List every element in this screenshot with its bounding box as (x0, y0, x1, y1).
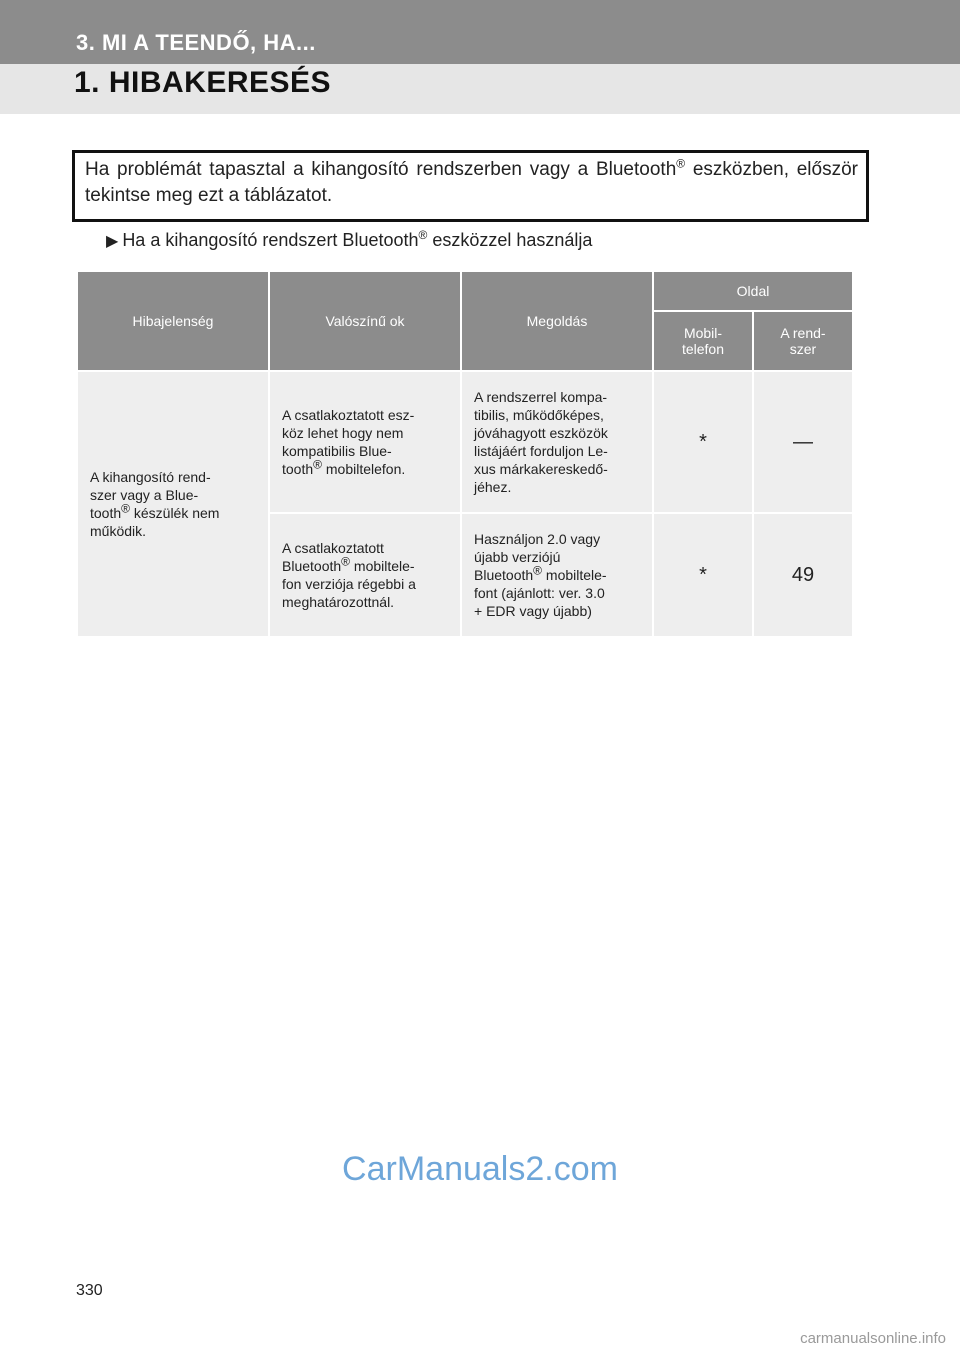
header-symptom: Hibajelenség (77, 271, 269, 371)
section-label: 3. MI A TEENDŐ, HA... (76, 30, 316, 55)
intro-text-b: eszközben, először tekintse meg ezt a táblázatot. (85, 159, 858, 206)
intro-box (72, 150, 869, 222)
cause-cell: A csatlakoztatott esz- köz lehet hogy nem kompatibilis Blue- tooth® mobiltelefon. (269, 371, 461, 513)
registered-mark: ® (533, 563, 543, 578)
header-solution: Megoldás (461, 271, 653, 371)
system-cell: 49 (753, 513, 853, 637)
header-system: A rend- szer (753, 311, 853, 371)
subheading-text-b: eszközzel használja (427, 230, 593, 250)
registered-mark: ® (121, 501, 130, 516)
page-title: 1. HIBAKERESÉS (74, 66, 332, 99)
subheading (106, 230, 592, 251)
header-phone: Mobil- telefon (653, 311, 753, 371)
phone-cell: * (653, 513, 753, 637)
solution-cell: A rendszerrel kompa- tibilis, működőképes, jóváhagyott eszközök listájáért forduljon Le- xus márkakereskedő- jéhez. (461, 371, 653, 513)
registered-mark: ® (418, 228, 428, 242)
system-cell: — (753, 371, 853, 513)
registered-mark: ® (676, 156, 686, 171)
registered-mark: ® (341, 554, 351, 569)
header-page: Oldal (653, 271, 853, 311)
solution-cell: Használjon 2.0 vagy újabb verziójú Bluetooth® mobiltele- font (ajánlott: ver. 3.0 + EDR vagy újabb) (461, 513, 653, 637)
footer-watermark: carmanualsonline.info (800, 1330, 946, 1347)
registered-mark: ® (313, 457, 322, 472)
header-bar (0, 0, 960, 64)
page-number: 330 (76, 1282, 103, 1299)
troubleshooting-table (76, 270, 854, 638)
symptom-cell: A kihangosító rend- szer vagy a Blue- tooth® készülék nem működik. (77, 371, 269, 637)
header-cause: Valószínű ok (269, 271, 461, 371)
cause-cell: A csatlakoztatott Bluetooth® mobiltele- fon verziója régebbi a meghatározottnál. (269, 513, 461, 637)
arrow-right-icon: ▶ (106, 233, 119, 250)
phone-cell: * (653, 371, 753, 513)
watermark: CarManuals2.com (342, 1150, 618, 1188)
table-row (77, 371, 853, 513)
intro-text-a: Ha problémát tapasztal a kihangosító rendszerben vagy a Bluetooth (85, 159, 677, 180)
subheading-text-a: Ha a kihangosító rendszert Bluetooth (122, 230, 419, 250)
